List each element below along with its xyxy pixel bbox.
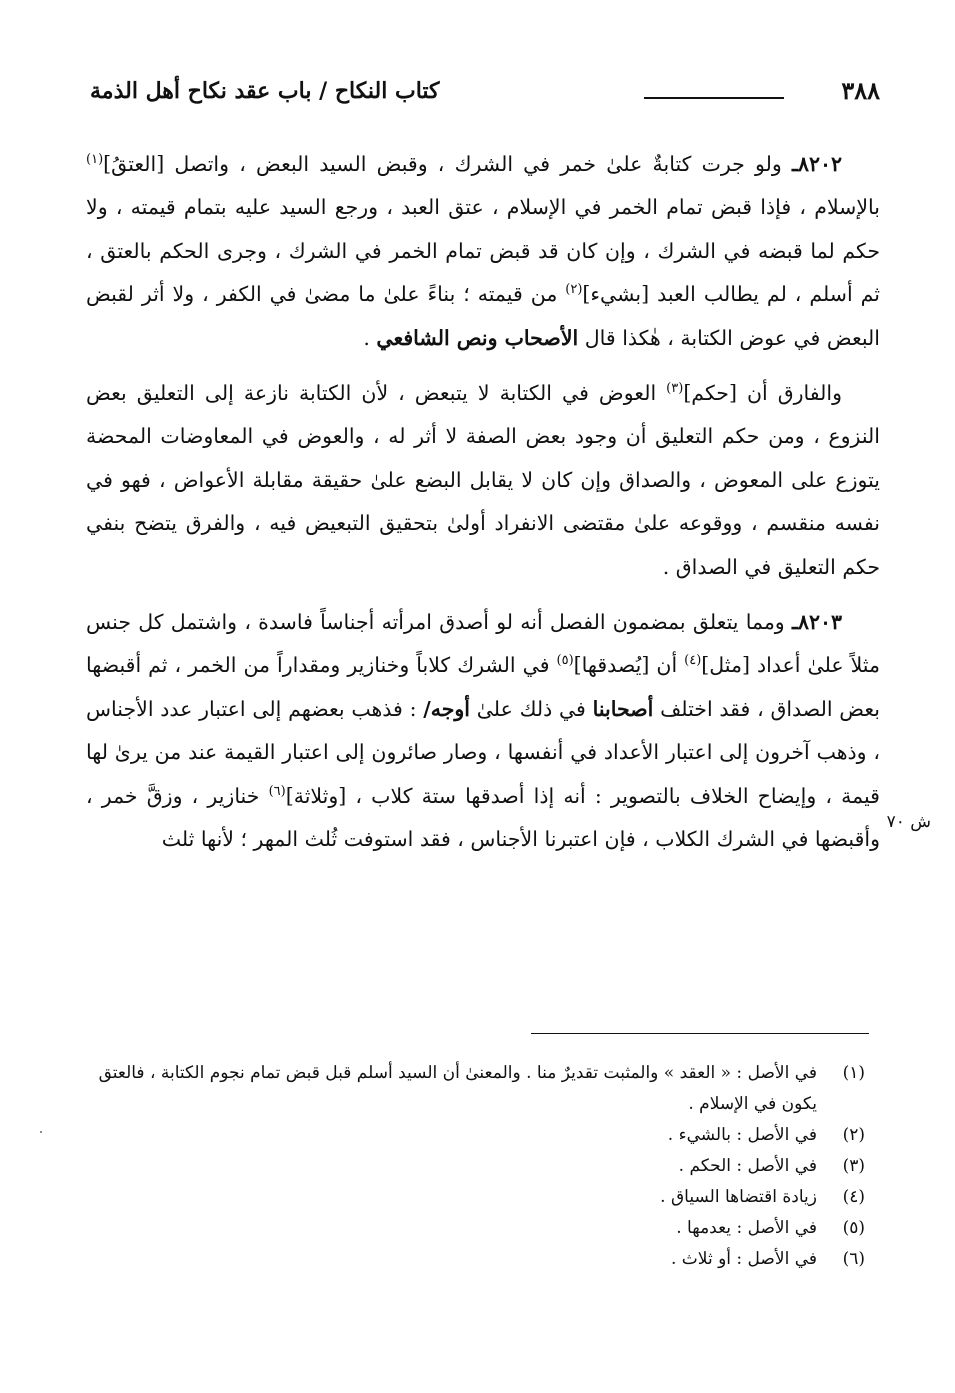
text-run: ولو جرت كتابةٌ علىٰ خمر في الشرك ، وقبض السيد البعض ، واتصل [العتقُ] xyxy=(103,152,792,176)
footnote-item xyxy=(75,1058,865,1120)
issue-number: ٨٢٠٢ـ xyxy=(791,152,842,176)
text-run: من قيمته ؛ بناءً علىٰ ما مضىٰ في الكفر ، ولا أثر لقبض البعض في عوض الكتابة ، هٰكذا قال xyxy=(86,282,880,350)
text-run: والفارق أن [حكم] xyxy=(683,381,842,406)
footnote-item xyxy=(75,1213,865,1244)
paragraph-issue-8202 xyxy=(86,143,880,360)
footnote-number: (٥) xyxy=(842,1218,865,1238)
text-run: أن [يُصدقها] xyxy=(573,653,685,678)
header-rule xyxy=(644,97,784,99)
footnote-text: زيادة اقتضاها السياق . xyxy=(660,1187,817,1207)
footnote-text: في الأصل : « العقد » والمثبت تقديرٌ منا . والمعنىٰ أن السيد أسلم قبل قبض تمام نجوم الكتابة ، فالعتق يكون في الإسلام . xyxy=(98,1063,817,1114)
paragraph-issue-8203 xyxy=(86,601,880,861)
text-run: بالإسلام ، فإذا قبض تمام الخمر في الإسلام ، عتق العبد ، ورجع السيد عليه بتمام قيمته ، ولا حكم لما قبضه في الشرك ، وإن كان قد قبض تمام الخمر في الشرك ، وجرى الحكم بالعتق ، ثم أسلم ، لم يطالب العبد [بشيء] xyxy=(86,195,880,307)
footnote-reference: (٣) xyxy=(666,381,684,397)
text-run: خنازير ، وزقَّ خمر ، وأقبضها في الشرك الكلاب ، فإن اعتبرنا الأجناس ، فقد استوفت ثُلث المهر ؛ لأنها ثلث xyxy=(86,783,880,852)
footnote-number: (٣) xyxy=(842,1156,865,1176)
footnote-separator xyxy=(531,1033,869,1034)
footnote-item xyxy=(75,1151,865,1182)
manuscript-folio-note: ش ٧٠ xyxy=(886,812,931,832)
page-header xyxy=(90,76,880,116)
text-run: . xyxy=(363,325,377,350)
footnote-number: (١) xyxy=(842,1063,865,1083)
text-run: في ذلك علىٰ xyxy=(469,696,593,721)
footnote-reference: (٢) xyxy=(565,282,583,298)
footnote-reference: (٥) xyxy=(556,653,574,669)
running-title: كتاب النكاح / باب عقد نكاح أهل الذمة xyxy=(90,78,440,104)
text-run: ومما يتعلق بمضمون الفصل أنه لو أصدق امرأته أجناساً فاسدة ، واشتمل كل جنس مثلاً علىٰ أعداد [مثل] xyxy=(86,610,880,678)
footnote-number: (٤) xyxy=(842,1187,865,1207)
issue-number: ٨٢٠٣ـ xyxy=(791,610,842,635)
text-run: : فذهب بعضهم إلى اعتبار عدد الأجناس ، وذهب آخرون إلى اعتبار الأعداد في أنفسها ، وصار صائرون إلى اعتبار القيمة عند من يرىٰ لها قيمة ، وإيضاح الخلاف بالتصوير : أنه إذا أصدقها ستة كلاب ، [وثلاثة] xyxy=(86,696,880,808)
bold-text: أصحابنا xyxy=(592,696,654,721)
footnote-reference: (١) xyxy=(86,152,104,168)
bold-text: أوجه/ xyxy=(423,696,470,721)
footnote-item xyxy=(75,1244,865,1275)
page-number: ٣٨٨ xyxy=(841,76,880,105)
footnote-number: (٢) xyxy=(842,1125,865,1145)
footnote-number: (٦) xyxy=(842,1249,865,1269)
footnote-text: في الأصل : يعدمها . xyxy=(676,1218,817,1238)
footnote-item xyxy=(75,1182,865,1213)
scan-speck xyxy=(40,1131,42,1133)
text-run: في الشرك كلاباً وخنازير ومقداراً من الخمر ، ثم أقبضها بعض الصداق ، فقد اختلف xyxy=(86,653,880,721)
footnote-text: في الأصل : الحكم . xyxy=(678,1156,817,1176)
bold-text: الأصحاب ونص الشافعي xyxy=(376,325,579,350)
text-run: العوض في الكتابة لا يتبعض ، لأن الكتابة نازعة إلى التعليق بعض النزوع ، ومن حكم التعليق أن وجود بعض الصفة لا أثر له ، والعوض في المعاوضات المحضة يتوزع على المعوض ، والصداق وإن كان لا يقابل البضع علىٰ حقيقة مقابلة الأعواض ، فهو في نفسه منقسم ، ووقوعه علىٰ مقتضى الانفراد أولىٰ بتحقيق التبعيض فيه ، والفرق يتضح بنفي حكم التعليق في الصداق . xyxy=(86,381,880,579)
footnote-reference: (٤) xyxy=(684,653,702,669)
footnote-item xyxy=(75,1120,865,1151)
footnote-reference: (٦) xyxy=(268,783,286,799)
footnote-text: في الأصل : بالشيء . xyxy=(667,1125,817,1145)
footnotes xyxy=(75,1058,865,1275)
paragraph-distinction xyxy=(86,372,880,589)
footnote-text: في الأصل : أو ثلاث . xyxy=(671,1249,817,1269)
main-text xyxy=(86,143,880,862)
